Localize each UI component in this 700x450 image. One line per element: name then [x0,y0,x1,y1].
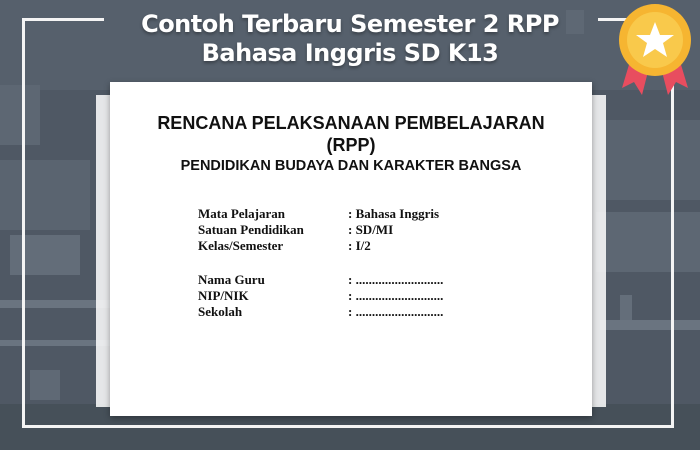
document-heading [110,112,592,156]
field-value: : ........................... [348,304,444,319]
page-title [110,10,590,68]
document-fields [198,206,443,320]
title-line-1: Contoh Terbaru Semester 2 RPP [141,10,559,38]
field-row [198,272,443,288]
field-label: Nama Guru [198,272,265,287]
field-row [198,238,443,254]
field-row [198,288,443,304]
white-frame-top-left [22,18,104,21]
field-value: : I/2 [348,238,371,253]
document-heading-line-1: RENCANA PELAKSANAAN PEMBELAJARAN [157,113,545,133]
field-label: Satuan Pendidikan [198,222,304,237]
field-value: : SD/MI [348,222,394,237]
field-row [198,206,443,222]
field-label: Sekolah [198,304,243,319]
document-subheading: PENDIDIKAN BUDAYA DAN KARAKTER BANGSA [180,158,522,174]
star-badge-icon [612,0,698,100]
field-gap [198,254,443,272]
field-value: : ........................... [348,288,444,303]
field-label: Kelas/Semester [198,238,284,253]
field-label: NIP/NIK [198,288,249,303]
document-preview [110,82,592,416]
field-value: : ........................... [348,272,444,287]
title-line-2: Bahasa Inggris SD K13 [201,39,499,67]
field-row [198,222,443,238]
document-heading-line-2: (RPP) [326,135,376,155]
field-value: : Bahasa Inggris [348,206,440,221]
field-row [198,304,443,320]
field-label: Mata Pelajaran [198,206,286,221]
